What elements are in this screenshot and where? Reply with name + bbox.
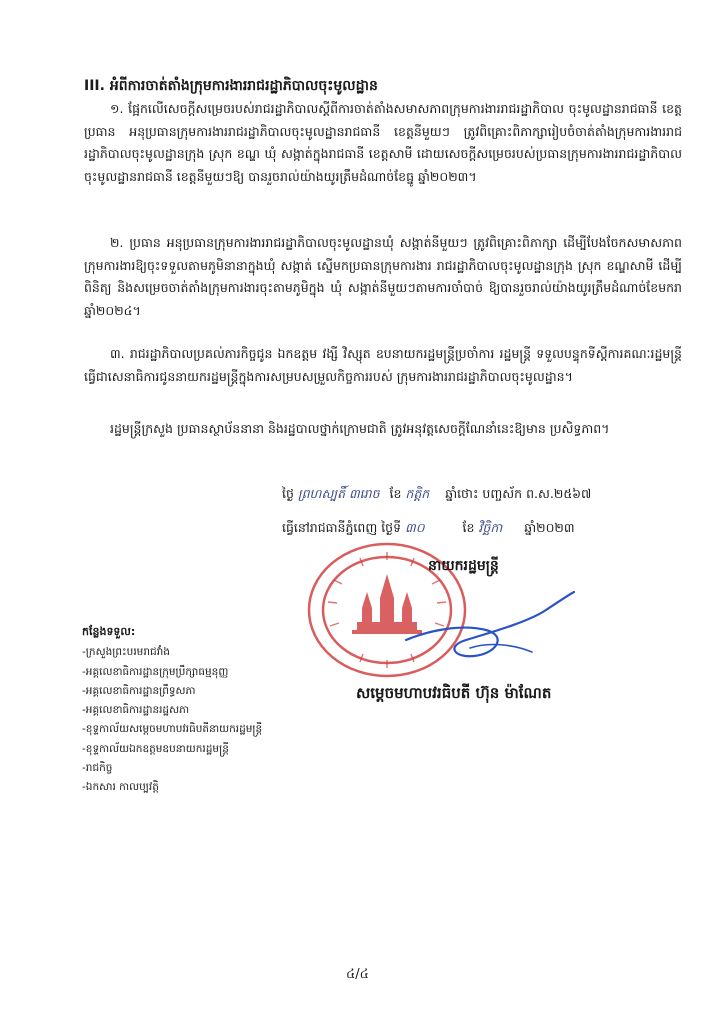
solar-date-line [282,520,575,539]
signer-name: សម្តេចមហាបវរធិបតី ហ៊ុន ម៉ាណែត [356,684,552,702]
list-item: -ខុទ្ទកាល័យឯកឧត្តមឧបនាយករដ្ឋមន្ត្រី [82,742,229,755]
paragraph-4: រដ្ឋមន្ត្រីក្រសួង ប្រធានស្ថាប័ននានា និងរដ្ឋបាលថ្នាក់ក្រោមជាតិ ត្រូវអនុវត្តសេចក្តីណែនាំនេះឱ្យមាន ប្រសិទ្ធភាព។ [110,421,610,436]
solar-month-handwritten: វិច្ឆិកា [478,520,503,535]
list-item: -អគ្គលេខាធិការដ្ឋានរដ្ឋសភា [82,704,190,717]
signature-icon [400,584,580,668]
paragraph-1: ១. ផ្អែកលើសេចក្តីសម្រេចរបស់រាជរដ្ឋាភិបាលស្តីពីការចាត់តាំងសមាសភាពក្រុមការងាររាជរដ្ឋាភិបាល ចុះមូលដ្ឋានរាជធានី ខេត្ត ប្រធាន អនុប្រធានក្រុមការងាររាជរដ្ឋាភិបាលចុះមូលដ្ឋានរាជធានី ខេត្តនីមួយៗ ត្រូវពិគ្រោះពិភាក្សារៀបចំចាត់តាំងក្រុមការងាររាជរដ្ឋាភិបាលចុះមូលដ្ឋានក្រុង ស្រុក ខណ្ឌ ឃុំ សង្កាត់ក្នុងរាជធានី ខេត្តសាមី ដោយសេចក្តីសម្រេចរបស់ប្រធានក្រុមការងាររាជរដ្ឋាភិបាលចុះមូលដ្ឋានរាជធានី ខេត្តនីមួយៗឱ្យ បានរួចរាល់យ៉ាងយូរត្រឹមដំណាច់ខែធ្នូ ឆ្នាំ២០២៣។ [84,101,682,184]
section-heading: III. អំពីការចាត់តាំងក្រុមការងាររាជរដ្ឋាភិបាលចុះមូលដ្ឋាន [84,78,378,94]
list-item: -ឯកសារ កាលប្បវត្តិ [82,781,159,794]
lunar-day-handwritten: ព្រហស្បតិ៍ ៣រោច [297,486,380,501]
solar-month-label: ខែ [462,520,475,535]
list-item: -ខុទ្ទកាល័យសម្តេចមហាបវរធិបតីនាយករដ្ឋមន្ត្រី [82,723,263,736]
solar-day-handwritten: ៣០ [405,520,425,535]
lunar-year: ឆ្នាំថោះ បញ្ចស័ក ព.ស.២៥៦៧ [445,486,592,501]
lunar-prefix: ថ្ងៃ [282,486,294,501]
list-item: -រាជកិច្ច [82,762,113,775]
signer-title: នាយករដ្ឋមន្ត្រី [428,558,499,574]
lunar-month-label: ខែ [389,486,402,501]
recipients-list [82,622,262,798]
paragraph-2: ២. ប្រធាន អនុប្រធានក្រុមការងាររាជរដ្ឋាភិបាលចុះមូលដ្ឋានឃុំ សង្កាត់នីមួយៗ ត្រូវពិគ្រោះពិភាក្សា ដើម្បីបែងចែកសមាសភាពក្រុមការងារឱ្យចុះទទួលតាមភូមិនានាក្នុងឃុំ សង្កាត់ ស្នើមកប្រធានក្រុមការងារ រាជរដ្ឋាភិបាលចុះមូលដ្ឋានក្រុង ស្រុក ខណ្ឌសាមី ដើម្បីពិនិត្យ និងសម្រេចចាត់តាំងក្រុមការងារចុះតាមភូមិក្នុង ឃុំ សង្កាត់នីមួយៗតាមការចាំបាច់ ឱ្យបានរួចរាល់យ៉ាងយូរត្រឹមដំណាច់ខែមករា ឆ្នាំ២០២៤។ [84,235,682,318]
page-number: ៤/៤ [346,967,369,982]
solar-prefix: ធ្វើនៅរាជធានីភ្នំពេញ ថ្ងៃទី [282,520,402,535]
recipients-heading: កន្លែងទទួល: [82,625,136,638]
list-item: -ក្រសួងព្រះបរមរាជវាំង [82,646,170,659]
list-item: -អគ្គលេខាធិការដ្ឋានព្រឹទ្ធសភា [82,684,196,697]
list-item: -អគ្គលេខាធិការដ្ឋានក្រុមប្រឹក្សាធម្មនុញ្ញ [82,665,229,678]
solar-year: ឆ្នាំ២០២៣ [524,520,575,535]
lunar-date-line [282,486,591,505]
paragraph-3: ៣. រាជរដ្ឋាភិបាលប្រគល់ភារកិច្ចជូន ឯកឧត្តម វង្សី វិស្សុត ឧបនាយករដ្ឋមន្ត្រីប្រចាំការ រដ្ឋមន្ត្រី ទទួលបន្ទុកទីស្តីការគណៈរដ្ឋមន្ត្រី ធ្វើជាសេនាធិការជូននាយករដ្ឋមន្ត្រីក្នុងការសម្របសម្រួលកិច្ចការរបស់ ក្រុមការងាររាជរដ្ឋាភិបាលចុះមូលដ្ឋាន។ [84,346,682,384]
lunar-month-handwritten: កត្តិក [405,486,430,501]
